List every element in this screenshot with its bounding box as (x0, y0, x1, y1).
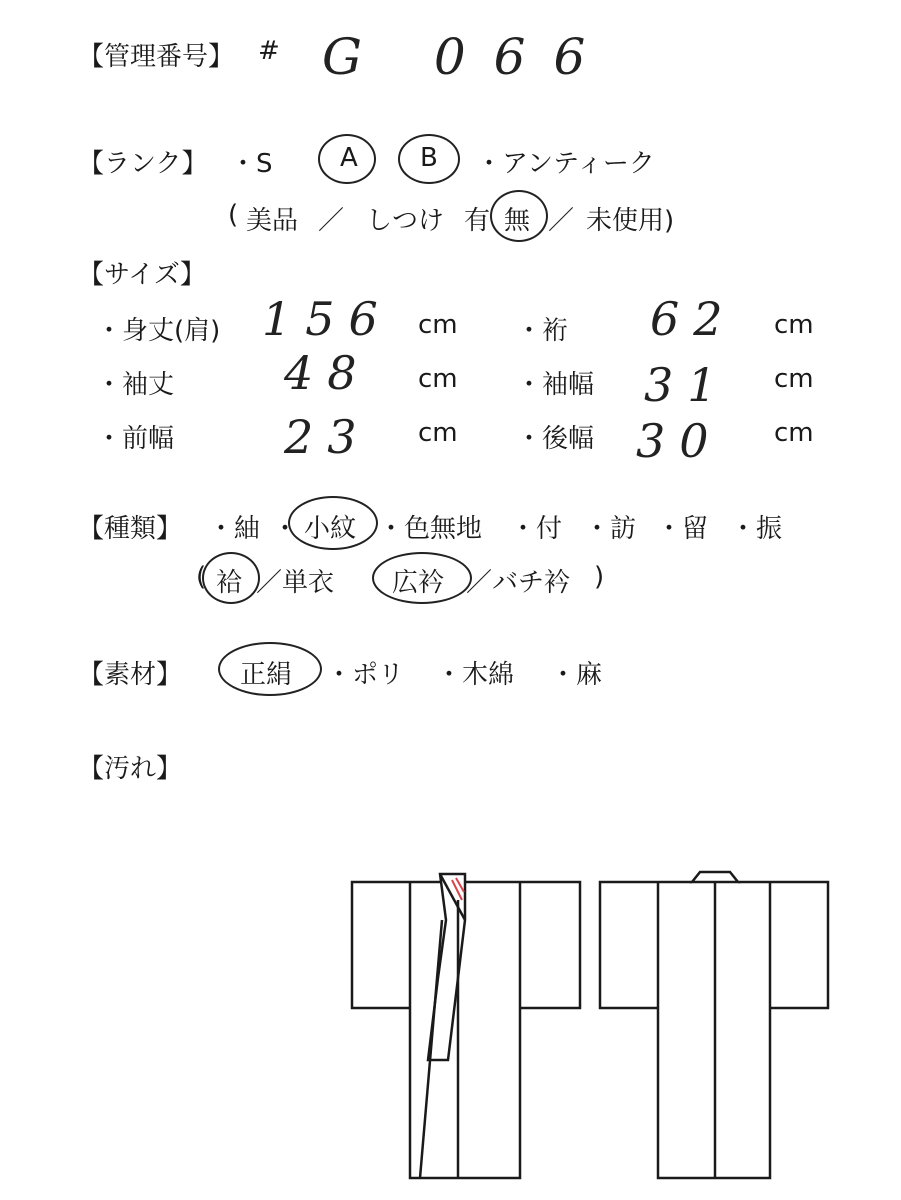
type-option-komon: 小紋 (304, 514, 357, 544)
size-sleeve-width-label: ・袖幅 (516, 370, 595, 400)
rank-note-slash-2: ／ (548, 206, 575, 236)
rank-label: 【ランク】 (78, 149, 208, 179)
rank-note-unused: 未使用) (586, 206, 675, 236)
size-yuki-value: 62 (650, 292, 737, 346)
size-sleeve-width-unit: cm (774, 364, 814, 394)
size-front-width-label: ・前幅 (96, 424, 175, 454)
type-option-tsuke: ・付 (510, 514, 563, 544)
rank-option-antique: ・アンティーク (476, 149, 655, 179)
type-option-awase: 袷 (216, 568, 243, 598)
type-option-homon: ・訪 (584, 514, 637, 544)
size-back-width-unit: cm (774, 418, 814, 448)
rank-option-s: ・S (230, 149, 273, 179)
type-komon-circle (288, 496, 378, 550)
rank-note-basting: しつけ (366, 206, 445, 236)
rank-a-circle (318, 134, 376, 184)
size-length-unit: cm (418, 310, 458, 340)
size-sleeve-width-value: 31 (644, 358, 731, 412)
type-option-hitoe: ／単衣 (256, 568, 335, 598)
size-label: 【サイズ】 (78, 260, 206, 290)
rank-note-slash-1: ／ (318, 206, 345, 236)
type-label: 【種類】 (78, 514, 183, 544)
stain-label: 【汚れ】 (78, 754, 183, 784)
rank-note-mint: 美品 (246, 206, 299, 236)
size-yuki-label: ・裄 (516, 316, 569, 346)
type-line2-close: ) (594, 562, 605, 592)
material-option-cotton: ・木綿 (436, 660, 515, 690)
size-yuki-unit: cm (774, 310, 814, 340)
type-awase-circle (202, 552, 260, 604)
type-option-furi: ・振 (730, 514, 783, 544)
kimono-front (352, 874, 580, 1178)
size-sleeve-length-value: 48 (284, 346, 371, 400)
type-option-bachieri: ／バチ衿 (466, 568, 571, 598)
rank-no-circle (490, 190, 548, 242)
material-option-poly: ・ポリ (326, 660, 405, 690)
type-line2-open: ( (196, 562, 207, 592)
material-silk-circle (218, 642, 322, 696)
kimono-back (600, 872, 828, 1178)
type-option-dot: ・ (272, 514, 299, 544)
management-hash: # (258, 36, 280, 66)
material-option-silk: 正絹 (240, 660, 293, 690)
rank-option-b: B (420, 143, 438, 173)
rank-note-yes: 有 (464, 206, 491, 236)
material-option-hemp: ・麻 (550, 660, 603, 690)
rank-note-open: ( (228, 200, 239, 230)
rank-option-a: A (340, 143, 358, 173)
type-option-tome: ・留 (656, 514, 709, 544)
type-hiroeri-circle (372, 552, 472, 604)
size-sleeve-length-unit: cm (418, 364, 458, 394)
management-number-value: G 066 (322, 28, 614, 86)
type-option-iromuji: ・色無地 (378, 514, 483, 544)
size-back-width-value: 30 (636, 414, 723, 468)
rank-note-no: 無 (504, 206, 531, 236)
size-front-width-value: 23 (284, 410, 371, 464)
size-front-width-unit: cm (418, 418, 458, 448)
type-option-tsumugi: ・紬 (208, 514, 261, 544)
size-back-width-label: ・後幅 (516, 424, 595, 454)
size-sleeve-length-label: ・袖丈 (96, 370, 175, 400)
size-length-value: 156 (262, 292, 392, 346)
management-label: 【管理番号】 (78, 42, 235, 72)
material-label: 【素材】 (78, 660, 183, 690)
type-option-hiroeri: 広衿 (392, 568, 445, 598)
size-length-label: ・身丈(肩) (96, 316, 221, 346)
kimono-diagram (340, 860, 840, 1180)
rank-b-circle (398, 134, 460, 184)
